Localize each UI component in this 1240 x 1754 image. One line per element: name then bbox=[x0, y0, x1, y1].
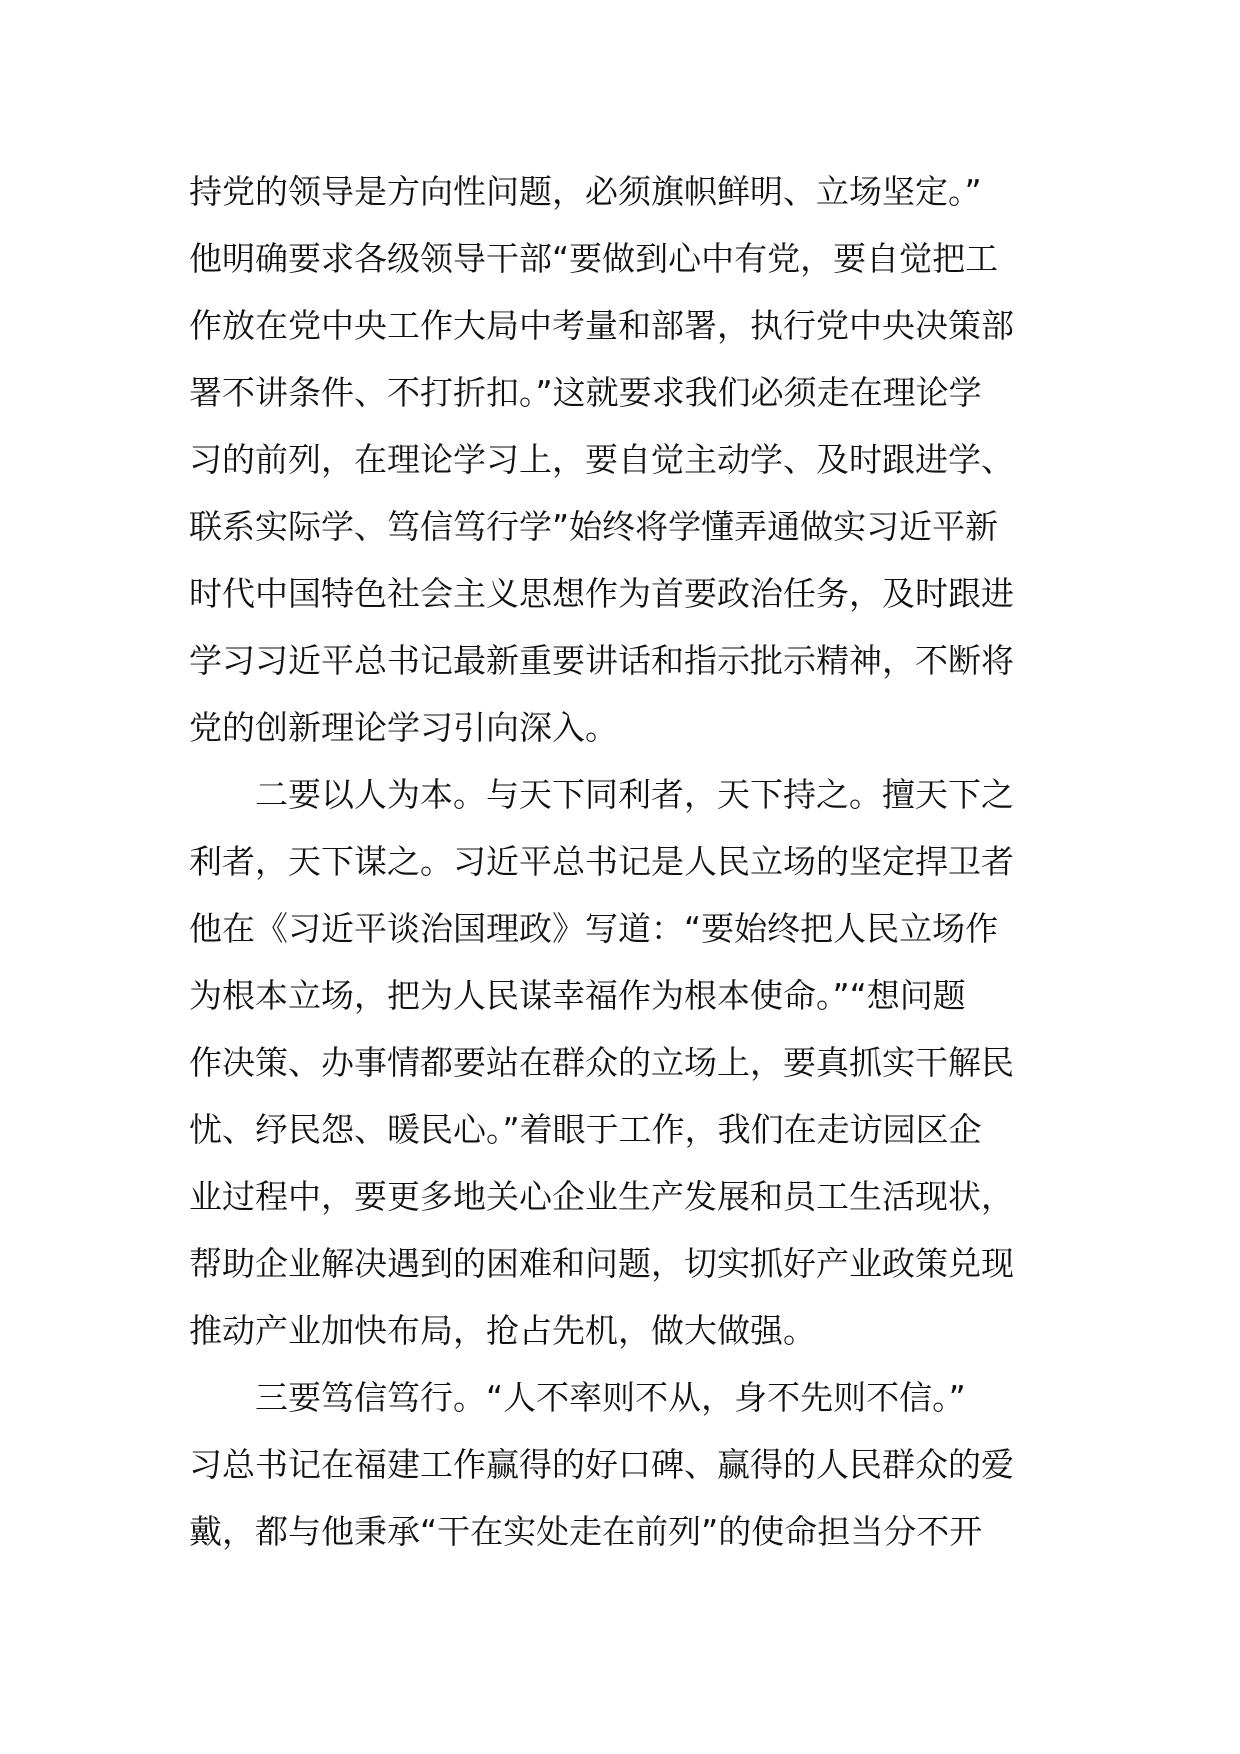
text-line: 持党的领导是方向性问题，必须旗帜鲜明、立场坚定。” bbox=[189, 172, 982, 211]
paragraph-3 bbox=[189, 1364, 1064, 1565]
body-text bbox=[189, 158, 1064, 1565]
text-line: 作放在党中央工作大局中考量和部署，执行党中央决策部 bbox=[189, 306, 1014, 345]
paragraph-1 bbox=[189, 158, 1064, 761]
text-line: 习的前列，在理论学习上，要自觉主动学、及时跟进学、 bbox=[189, 440, 1014, 479]
text-line: 帮助企业解决遇到的困难和问题，切实抓好产业政策兑现 bbox=[189, 1244, 1014, 1283]
text-line: 他明确要求各级领导干部“要做到心中有党，要自觉把工 bbox=[189, 239, 999, 278]
text-line: 学习习近平总书记最新重要讲话和指示批示精神，不断将 bbox=[189, 641, 1014, 680]
text-line: 利者，天下谋之。习近平总书记是人民立场的坚定捍卫者 bbox=[189, 842, 1014, 881]
text-line: 为根本立场，把为人民谋幸福作为根本使命。”“想问题 bbox=[189, 976, 966, 1015]
text-line: 推动产业加快布局，抢占先机，做大做强。 bbox=[189, 1311, 816, 1350]
text-line: 联系实际学、笃信笃行学”始终将学懂弄通做实习近平新 bbox=[189, 507, 999, 546]
text-line: 时代中国特色社会主义思想作为首要政治任务，及时跟进 bbox=[189, 574, 1014, 613]
text-line: 忧、纾民怨、暖民心。”着眼于工作，我们在走访园区企 bbox=[189, 1110, 982, 1149]
text-line: 业过程中，要更多地关心企业生产发展和员工生活现状， bbox=[189, 1177, 1014, 1216]
text-line: 戴，都与他秉承“干在实处走在前列”的使命担当分不开 bbox=[189, 1512, 983, 1551]
text-line: 习总书记在福建工作赢得的好口碑、赢得的人民群众的爱 bbox=[189, 1445, 1014, 1484]
text-line: 作决策、办事情都要站在群众的立场上，要真抓实干解民 bbox=[189, 1043, 1014, 1082]
paragraph-2 bbox=[189, 761, 1064, 1364]
text-line: 他在《习近平谈治国理政》写道：“要始终把人民立场作 bbox=[189, 909, 999, 948]
text-line: 二要以人为本。与天下同利者，天下持之。擅天下之 bbox=[255, 775, 1014, 814]
text-line: 党的创新理论学习引向深入。 bbox=[189, 708, 618, 747]
text-line: 署不讲条件、不打折扣。”这就要求我们必须走在理论学 bbox=[189, 373, 982, 412]
text-line: 三要笃信笃行。“人不率则不从，身不先则不信。” bbox=[255, 1378, 966, 1417]
